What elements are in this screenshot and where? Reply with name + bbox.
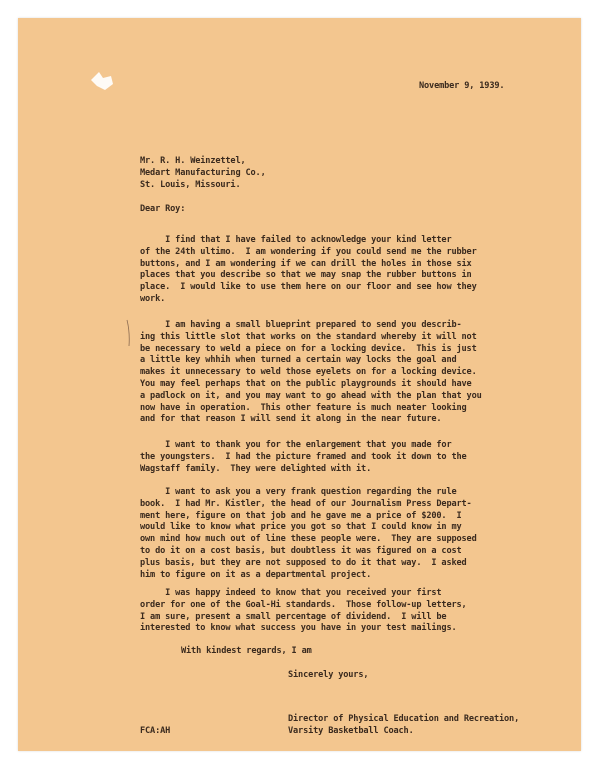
complimentary-close: Sincerely yours, xyxy=(288,670,369,680)
paragraph-1: I find that I have failed to acknowledge your kind letter of the 24th ultimo. I am wondering if you could send me the rubber buttons, and I am wondering if we can drill the holes in those six places that you describe so that we may snap the rubber buttons in place. I would like to use them here on our floor and see how they work. xyxy=(140,235,477,304)
address-line: Medart Manufacturing Co., xyxy=(140,168,266,178)
letter-page xyxy=(18,18,581,751)
paragraph-5: I was happy indeed to know that you received your first order for one of the Goal-Hi standards. Those follow-up letters, I am sure, present a small percentage of dividend. I will be interested to know what success you have in your test mailings. xyxy=(140,588,467,634)
paragraph-4: I want to ask you a very frank question regarding the rule book. I had Mr. Kistler, the head of our Journalism Press Depart- ment here, figure on that job and he gave me a price of $200. I would like to know what price you got so that I could know in my own mind how much out of line these people were. They are supposed to do it on a cost basis, but doubtless it was figured on a cost plus basis, but they are not supposed to do it that way. I asked him to figure on it as a departmental project. xyxy=(140,487,477,580)
margin-pencil-mark xyxy=(126,318,132,348)
signature-title-line: Director of Physical Education and Recreation, xyxy=(288,714,520,724)
typist-initials: FCA:AH xyxy=(140,726,171,736)
torn-corner-mark xyxy=(89,70,115,94)
address-line: Mr. R. H. Weinzettel, xyxy=(140,156,246,166)
letter-date: November 9, 1939. xyxy=(419,81,505,91)
paragraph-3: I want to thank you for the enlargement that you made for the youngsters. I had the picture framed and took it down to the Wagstaff family. They were delighted with it. xyxy=(140,440,467,474)
paragraph-2: I am having a small blueprint prepared to send you describ- ing this little slot that works on the standard whereby it will not be necessary to weld a piece on for a locking device. This is just a little key whhih when turned a certain way locks the goal and makes it unnecessary to weld those eyelets on for a locking device. You may feel perhaps that on the public playgrounds it should have a padlock on it, and you may want to go ahead with the plan that you now have in operation. This other feature is much neater looking and for that reason I will send it along in the near future. xyxy=(140,320,482,425)
signature-title-line: Varsity Basketball Coach. xyxy=(288,726,414,736)
salutation: Dear Roy: xyxy=(140,204,186,214)
address-line: St. Louis, Missouri. xyxy=(140,180,241,190)
closing-regards: With kindest regards, I am xyxy=(181,646,312,656)
